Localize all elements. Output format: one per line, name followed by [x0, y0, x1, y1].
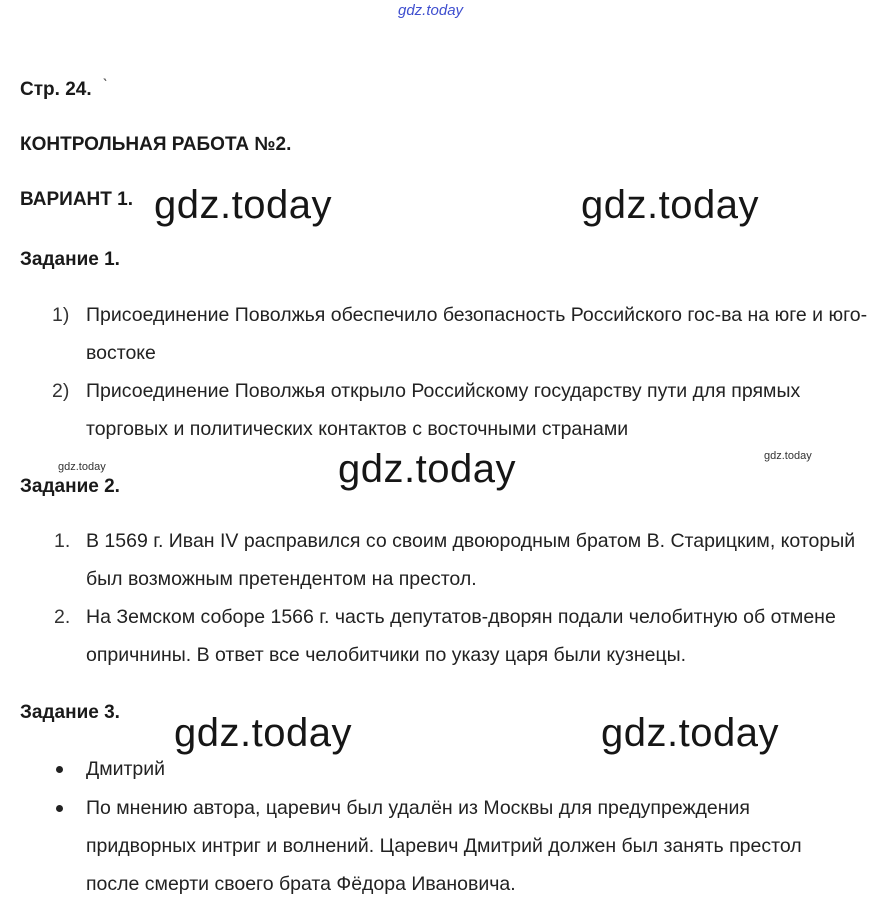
list-marker: 1) [52, 304, 70, 326]
watermark-big: gdz.today [338, 447, 516, 491]
watermark-big: gdz.today [174, 711, 352, 755]
watermark-big: gdz.today [601, 711, 779, 755]
task3-title: Задание 3. [20, 702, 120, 723]
watermark-big: gdz.today [154, 183, 332, 227]
list-item: Дмитрий [86, 758, 166, 780]
list-item: На Земском соборе 1566 г. часть депутатов-дворян подали челобитную об отмене опричнины. В ответ все челобитчики по указу царя были кузнецы. [86, 606, 836, 666]
watermark-small: gdz.today [764, 450, 812, 462]
bullet-icon [56, 766, 63, 773]
bullet-icon [56, 805, 63, 812]
list-item: В 1569 г. Иван IV расправился со своим двоюродным братом В. Старицким, который был возможным претендентом на престол. [86, 530, 856, 590]
watermark-small: gdz.today [58, 461, 106, 473]
list-marker: 1. [54, 530, 71, 552]
watermark-big: gdz.today [581, 183, 759, 227]
list-item: По мнению автора, царевич был удалён из Москвы для предупреждения придворных интриг и волнений. Царевич Дмитрий должен был занять престол после смерти своего брата Фёдора Ивановича. [86, 797, 802, 895]
task1-title: Задание 1. [20, 249, 120, 270]
variant-heading: ВАРИАНТ 1. [20, 189, 133, 210]
watermark-top: gdz.today [398, 2, 464, 19]
page-label: Стр. 24. [20, 79, 92, 100]
list-item: Присоединение Поволжья открыло Российскому государству пути для прямых торговых и политических контактов с восточными странами [86, 380, 801, 440]
list-marker: 2. [54, 606, 71, 628]
list-item: Присоединение Поволжья обеспечило безопасность Российского гос-ва на юге и юго-востоке [86, 304, 868, 364]
list-marker: 2) [52, 380, 70, 402]
test-title: КОНТРОЛЬНАЯ РАБОТА №2. [20, 134, 292, 155]
task2-title: Задание 2. [20, 476, 120, 497]
